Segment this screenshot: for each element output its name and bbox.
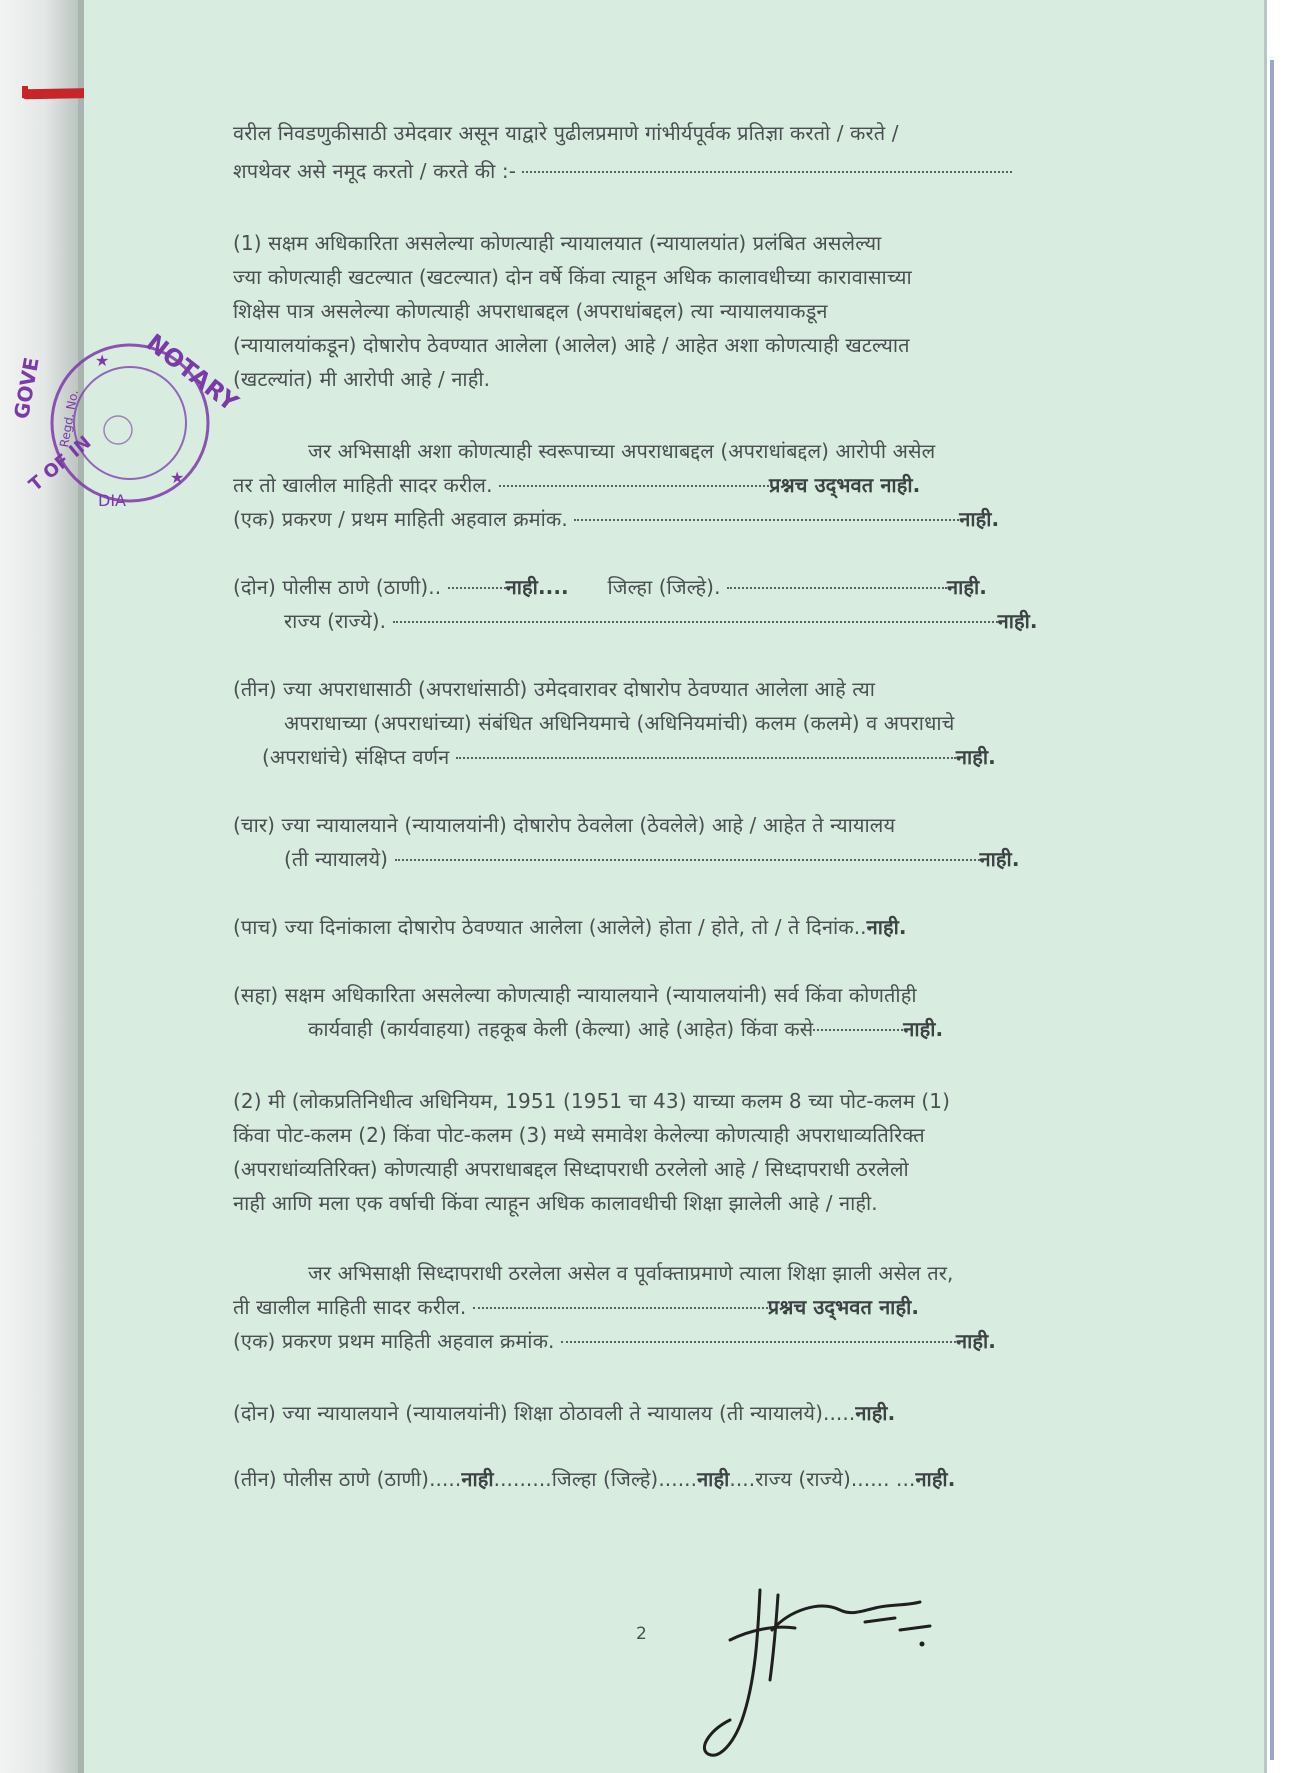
s1-don-label: (दोन) पोलीस ठाणे (ठाणी).. bbox=[233, 575, 442, 599]
section1-line-4: (न्यायालयांकडून) दोषारोप ठेवण्यात आलेला (आलेल) आहे / आहेत अशा कोणत्याही खटल्यात bbox=[233, 333, 910, 357]
dotted-leader bbox=[499, 485, 769, 487]
s1-pach-value: नाही. bbox=[866, 915, 907, 939]
s1-don-state-value: नाही. bbox=[997, 609, 1038, 633]
dotted-leader bbox=[456, 757, 956, 759]
s2-teen bbox=[233, 1466, 955, 1492]
s2-don bbox=[233, 1400, 895, 1426]
s2-para2-value: प्रश्नच उद्‌भवत नाही. bbox=[767, 1295, 920, 1319]
s1-pach-label: (पाच) ज्या दिनांकाला दोषारोप ठेवण्यात आलेला (आलेले) होता / होते, तो / ते दिनांक.. bbox=[233, 915, 867, 939]
s1-ek bbox=[233, 506, 999, 532]
s1-don-district-value: नाही. bbox=[947, 575, 987, 599]
binding-shadow bbox=[0, 0, 82, 1773]
s1-saha-value: नाही. bbox=[903, 1017, 944, 1041]
stamp-star-icon: ★ bbox=[95, 351, 110, 370]
s1-char-line-2 bbox=[284, 846, 1020, 872]
stamp-text-left: GOVE bbox=[9, 355, 44, 421]
s2-teen-state-value: नाही. bbox=[915, 1467, 956, 1491]
stamp-star-icon: ★ bbox=[170, 468, 185, 487]
s2-teen-district: .........जिल्हा (जिल्हे)...... bbox=[493, 1467, 698, 1491]
s2-para2-label: ती खालील माहिती सादर करील. bbox=[233, 1295, 467, 1319]
stamp-text-top: NOTARY bbox=[140, 328, 244, 417]
s1-don-state-label: राज्य (राज्ये). bbox=[284, 609, 387, 633]
dotted-leader bbox=[448, 587, 506, 589]
s1-don-district: जिल्हा (जिल्हे). bbox=[607, 575, 721, 599]
s1-details-para-2 bbox=[233, 472, 920, 498]
s1-ek-value: नाही. bbox=[959, 507, 1000, 531]
stamp-text-bottom: DIA bbox=[98, 491, 126, 510]
page-edge-line bbox=[1270, 60, 1274, 1760]
section1-line-2: ज्या कोणत्याही खटल्यात (खटल्यात) दोन वर्षे किंवा त्याहून अधिक कालावधीच्या कारावासाच्या bbox=[233, 265, 912, 289]
s1-saha-label: कार्यवाही (कार्यवाहया) तहकूब केली (केल्या) आहे (आहेत) किंवा कसे bbox=[308, 1017, 814, 1041]
dotted-leader bbox=[561, 1341, 956, 1343]
s1-don-value: नाही.... bbox=[505, 575, 569, 599]
section1-line-3: शिक्षेस पात्र असलेल्या कोणत्याही अपराधाबद्दल (अपराधांबद्दल) त्या न्यायालयाकडून bbox=[233, 299, 828, 323]
s1-char-value: नाही. bbox=[979, 847, 1020, 871]
s1-saha-line-2 bbox=[308, 1016, 943, 1042]
s1-teen-label: (अपराधांचे) संक्षिप्त वर्णन bbox=[262, 745, 450, 769]
s2-don-value: नाही. bbox=[855, 1401, 896, 1425]
s1-teen-value: नाही. bbox=[955, 745, 996, 769]
s2-ek-label: (एक) प्रकरण प्रथम माहिती अहवाल क्रमांक. bbox=[233, 1329, 555, 1353]
s2-teen-district-value: नाही bbox=[697, 1467, 730, 1491]
s1-char-line-1: (चार) ज्या न्यायालयाने (न्यायालयांनी) दोषारोप ठेवलेला (ठेवलेले) आहे / आहेत ते न्यायालय bbox=[233, 813, 896, 837]
dotted-leader bbox=[522, 171, 1012, 173]
section2-line-1: (2) मी (लोकप्रतिनिधीत्व अधिनियम, 1951 (1951 चा 43) याच्या कलम 8 च्या पोट-कलम (1) bbox=[233, 1089, 950, 1113]
s2-details-para-1: जर अभिसाक्षी सिध्दापराधी ठरलेला असेल व पूर्वाक्ताप्रमाणे त्याला शिक्षा झाली असेल तर, bbox=[308, 1261, 954, 1285]
section2-line-3: (अपराधांव्यतिरिक्त) कोणत्याही अपराधाबद्दल सिध्दापराधी ठरलेलो आहे / सिध्दापराधी ठरलेलो bbox=[233, 1157, 909, 1181]
dotted-leader bbox=[727, 587, 947, 589]
stamp-reg: Regd. No. bbox=[57, 388, 81, 449]
s1-don-state bbox=[284, 608, 1038, 634]
binding-thread-knot bbox=[22, 86, 28, 98]
dotted-leader bbox=[473, 1307, 768, 1309]
s1-char-label: (ती न्यायालये) bbox=[284, 847, 389, 871]
section2-line-4: नाही आणि मला एक वर्षाची किंवा त्याहून अधिक कालावधीची शिक्षा झालेली आहे / नाही. bbox=[233, 1191, 878, 1215]
s1-para2-label: तर तो खालील माहिती सादर करील. bbox=[233, 473, 493, 497]
s1-teen-line-1: (तीन) ज्या अपराधासाठी (अपराधांसाठी) उमेदवारावर दोषारोप ठेवण्यात आलेला आहे त्या bbox=[233, 677, 876, 701]
dotted-leader bbox=[813, 1029, 903, 1031]
s2-ek-value: नाही. bbox=[955, 1329, 996, 1353]
page-number: 2 bbox=[636, 1624, 647, 1644]
stamp-text-bottom-left: T OF IN bbox=[25, 431, 96, 496]
s2-teen-value: नाही bbox=[461, 1467, 494, 1491]
s1-pach bbox=[233, 914, 907, 940]
intro-line-1: वरील निवडणुकीसाठी उमेदवार असून याद्वारे पुढीलप्रमाणे गांभीर्यपूर्वक प्रतिज्ञा करतो / करते / bbox=[233, 121, 899, 145]
s1-ek-label: (एक) प्रकरण / प्रथम माहिती अहवाल क्रमांक. bbox=[233, 507, 568, 531]
dotted-leader bbox=[393, 621, 998, 623]
s2-don-label: (दोन) ज्या न्यायालयाने (न्यायालयांनी) शिक्षा ठोठावली ते न्यायालय (ती न्यायालये)..... bbox=[233, 1401, 856, 1425]
section2-line-2: किंवा पोट-कलम (2) किंवा पोट-कलम (3) मध्ये समावेश केलेल्या कोणत्याही अपराधाव्यतिरिक्त bbox=[233, 1123, 925, 1147]
s1-don bbox=[233, 574, 987, 600]
s2-teen-state: ....राज्य (राज्ये)...... ... bbox=[729, 1467, 916, 1491]
s2-ek bbox=[233, 1328, 996, 1354]
intro-line-2 bbox=[233, 158, 1012, 184]
s1-para2-value: प्रश्नच उद्‌भवत नाही. bbox=[769, 473, 921, 497]
dotted-leader bbox=[395, 859, 980, 861]
intro-line-2-text: शपथेवर असे नमूद करतो / करते की :- bbox=[233, 159, 517, 183]
s1-saha-line-1: (सहा) सक्षम अधिकारिता असलेल्या कोणत्याही न्यायालयाने (न्यायालयांनी) सर्व किंवा कोणतीही bbox=[233, 983, 917, 1007]
section1-line-1: (1) सक्षम अधिकारिता असलेल्या कोणत्याही न्यायालयात (न्यायालयांत) प्रलंबित असलेल्या bbox=[233, 231, 882, 255]
s1-details-para-1: जर अभिसाक्षी अशा कोणत्याही स्वरूपाच्या अपराधाबद्दल (अपराधांबद्दल) आरोपी असेल bbox=[308, 439, 936, 463]
notary-stamp bbox=[9, 318, 244, 528]
s1-teen-line-2: अपराधाच्या (अपराधांच्या) संबंधित अधिनियमाचे (अधिनियमांची) कलम (कलमे) व अपराधाचे bbox=[284, 711, 955, 735]
s2-details-para-2 bbox=[233, 1294, 919, 1320]
s2-teen-label: (तीन) पोलीस ठाणे (ठाणी)..... bbox=[233, 1467, 462, 1491]
dotted-leader bbox=[574, 519, 959, 521]
s1-teen-line-3 bbox=[262, 744, 996, 770]
section1-line-5: (खटल्यांत) मी आरोपी आहे / नाही. bbox=[233, 367, 491, 391]
handwritten-signature bbox=[690, 1570, 950, 1770]
